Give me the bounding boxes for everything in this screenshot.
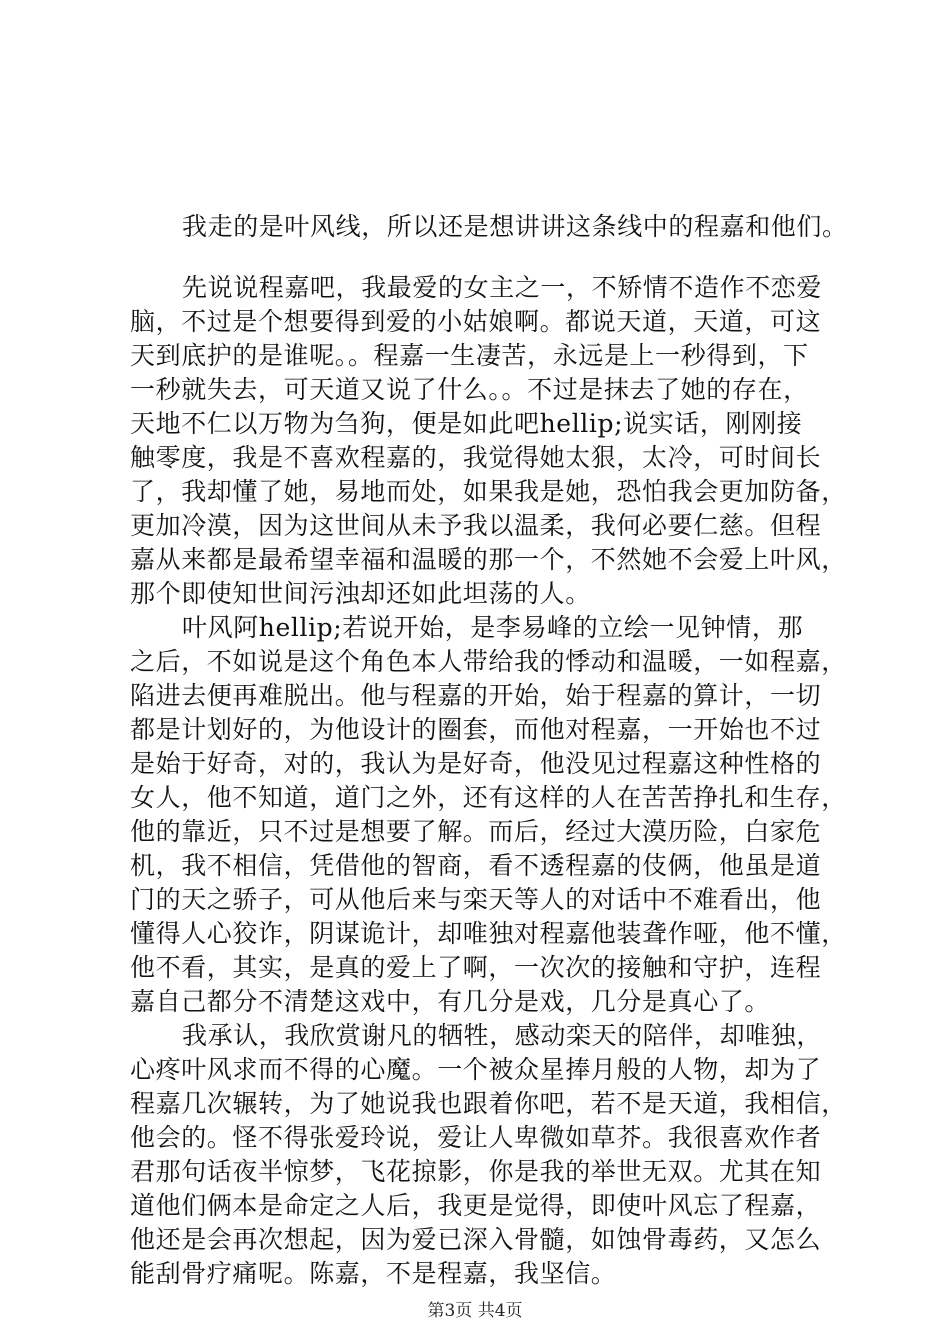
paragraph-3-line-10: 懂得人心狡诈，阴谋诡计，却唯独对程嘉他装聋作哑，他不懂， bbox=[130, 919, 847, 948]
paragraph-3-line-8: 机，我不相信，凭借他的智商，看不透程嘉的伎俩，他虽是道 bbox=[130, 851, 822, 880]
paragraph-3-line-7: 他的靠近，只不过是想要了解。而后，经过大漠历险，白家危 bbox=[130, 817, 822, 846]
paragraph-3-line-5: 是始于好奇，对的，我认为是好奇，他没见过程嘉这种性格的 bbox=[130, 749, 822, 778]
page-footer: 第3页 共4页 bbox=[427, 1301, 523, 1321]
paragraph-4-line-6: 道他们俩本是命定之人后，我更是觉得，即使叶风忘了程嘉， bbox=[130, 1191, 822, 1220]
paragraph-3-line-1: 叶风阿hellip;若说开始，是李易峰的立绘一见钟情，那 bbox=[182, 613, 804, 642]
paragraph-2-line-8: 更加冷漠，因为这世间从未予我以温柔，我何必要仁慈。但程 bbox=[130, 511, 822, 540]
paragraph-2-line-9: 嘉从来都是最希望幸福和温暖的那一个，不然她不会爱上叶风， bbox=[130, 545, 847, 574]
paragraph-3-line-11: 他不看，其实，是真的爱上了啊，一次次的接触和守护，连程 bbox=[130, 953, 822, 982]
paragraph-4-line-2: 心疼叶风求而不得的心魔。一个被众星捧月般的人物，却为了 bbox=[130, 1055, 822, 1084]
paragraph-1-line-1: 我走的是叶风线，所以还是想讲讲这条线中的程嘉和他们。 bbox=[182, 212, 848, 241]
paragraph-3-line-9: 门的天之骄子，可从他后来与栾天等人的对话中不难看出，他 bbox=[130, 885, 822, 914]
paragraph-2-line-1: 先说说程嘉吧，我最爱的女主之一，不矫情不造作不恋爱 bbox=[182, 273, 823, 302]
paragraph-2-line-5: 天地不仁以万物为刍狗，便是如此吧hellip;说实话，刚刚接 bbox=[130, 409, 803, 438]
paragraph-2-line-4: 一秒就失去，可天道又说了什么。。不过是抹去了她的存在， bbox=[130, 375, 809, 404]
paragraph-2-line-3: 天到底护的是谁呢。。程嘉一生凄苦，永远是上一秒得到，下 bbox=[130, 341, 809, 370]
paragraph-4-line-8: 能刮骨疗痛呢。陈嘉，不是程嘉，我坚信。 bbox=[130, 1259, 617, 1288]
paragraph-2-line-6: 触零度，我是不喜欢程嘉的，我觉得她太狠，太冷，可时间长 bbox=[130, 443, 822, 472]
paragraph-3-line-4: 都是计划好的，为他设计的圈套，而他对程嘉，一开始也不过 bbox=[130, 715, 822, 744]
paragraph-2-line-7: 了，我却懂了她，易地而处，如果我是她，恐怕我会更加防备， bbox=[130, 477, 847, 506]
paragraph-3-line-6: 女人，他不知道，道门之外，还有这样的人在苦苦挣扎和生存， bbox=[130, 783, 847, 812]
paragraph-4-line-4: 他会的。怪不得张爱玲说，爱让人卑微如草芥。我很喜欢作者 bbox=[130, 1123, 822, 1152]
paragraph-4-line-7: 他还是会再次想起，因为爱已深入骨髓，如蚀骨毒药，又怎么 bbox=[130, 1225, 822, 1254]
paragraph-4-line-5: 君那句话夜半惊梦，飞花掠影，你是我的举世无双。尤其在知 bbox=[130, 1157, 822, 1186]
paragraph-4-line-3: 程嘉几次辗转，为了她说我也跟着你吧，若不是天道，我相信， bbox=[130, 1089, 847, 1118]
paragraph-2-line-10: 那个即使知世间污浊却还如此坦荡的人。 bbox=[130, 579, 591, 608]
paragraph-3-line-3: 陷进去便再难脱出。他与程嘉的开始，始于程嘉的算计，一切 bbox=[130, 681, 822, 710]
paragraph-3-line-2: 之后，不如说是这个角色本人带给我的悸动和温暖，一如程嘉， bbox=[130, 647, 847, 676]
paragraph-3-line-12: 嘉自己都分不清楚这戏中，有几分是戏，几分是真心了。 bbox=[130, 987, 771, 1016]
paragraph-4-line-1: 我承认，我欣赏谢凡的牺牲，感动栾天的陪伴，却唯独， bbox=[182, 1021, 823, 1050]
paragraph-2-line-2: 脑，不过是个想要得到爱的小姑娘啊。都说天道，天道，可这 bbox=[130, 307, 822, 336]
